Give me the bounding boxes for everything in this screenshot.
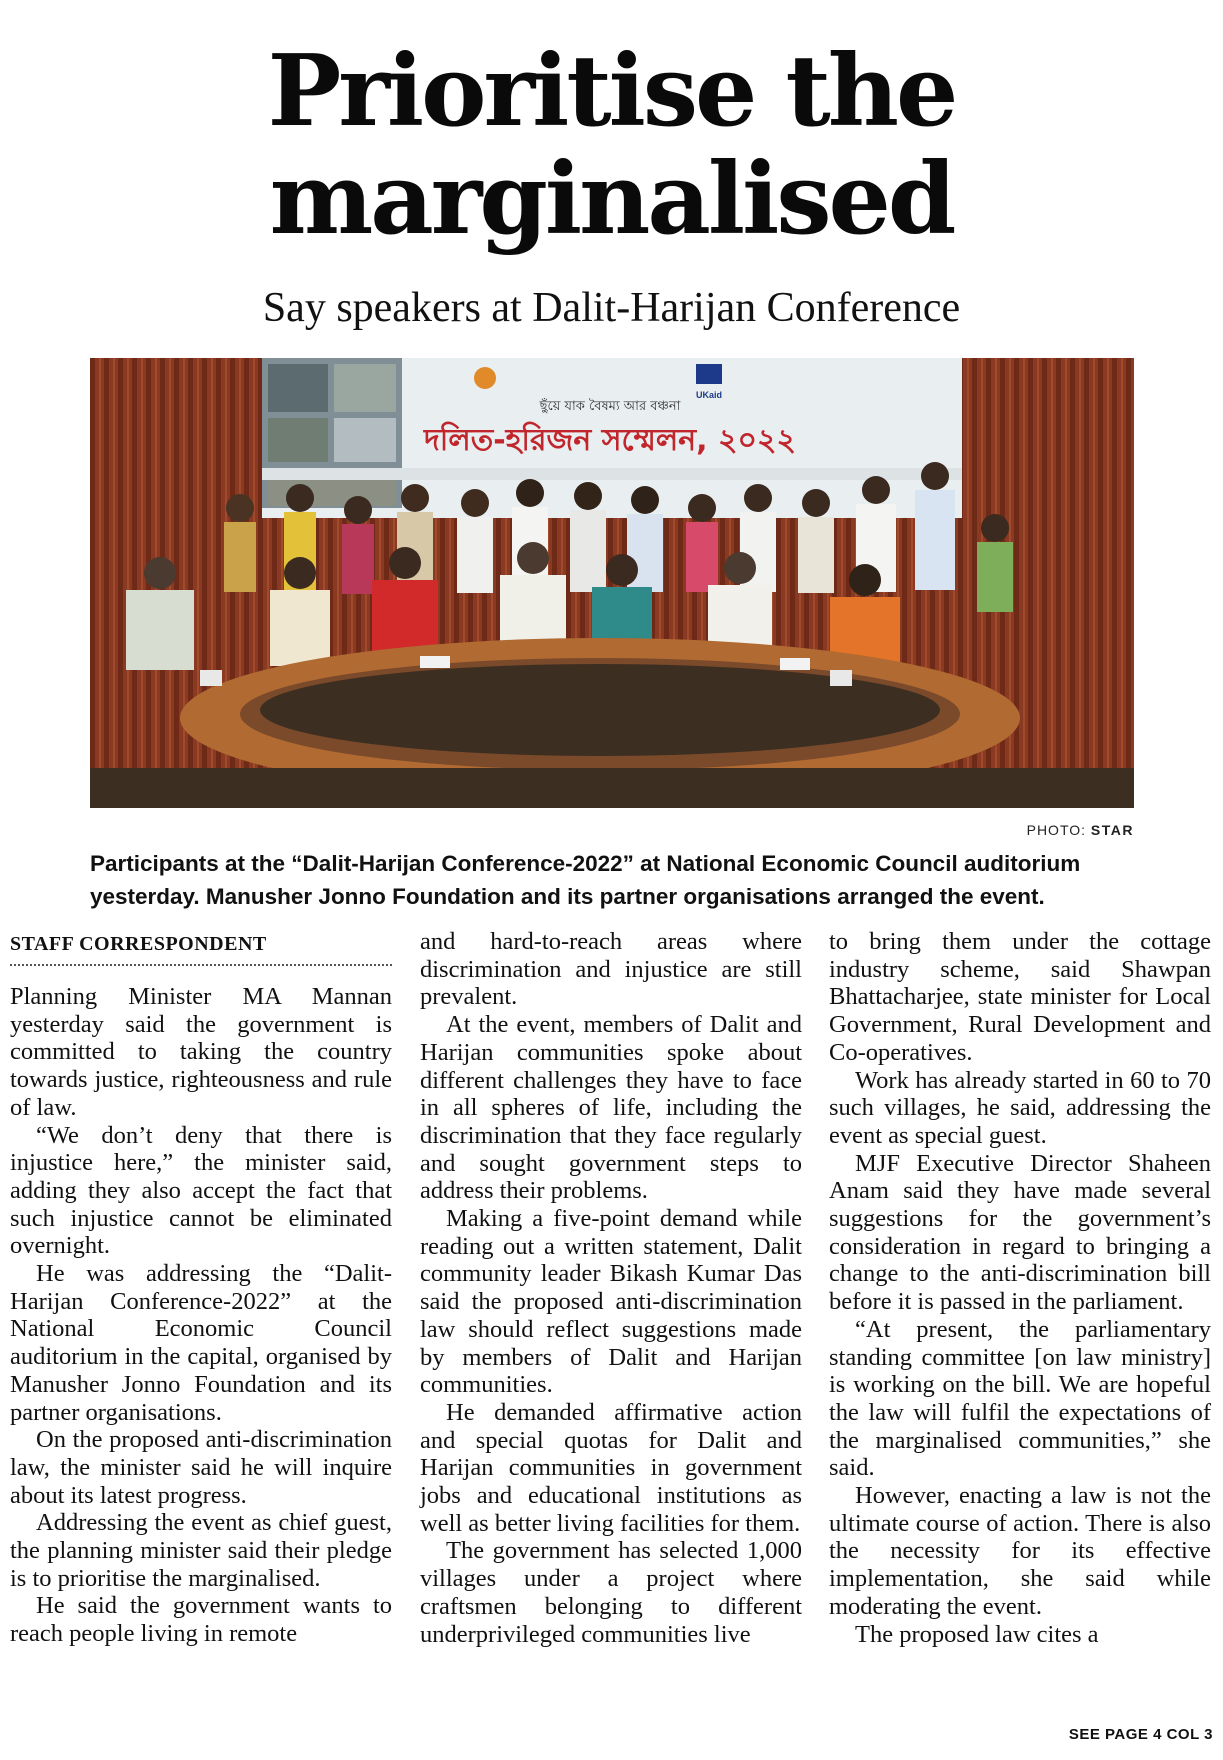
paragraph: He was addressing the “Dalit-Harijan Conference-2022” at the National Economic Council auditorium in the capital, organised by Manusher Jonno Foundation and its partner organisations.	[10, 1260, 392, 1426]
news-photo	[90, 358, 1134, 808]
ukaid-logo	[696, 364, 722, 384]
paragraph: to bring them under the cottage industry scheme, said Shawpan Bhattacharjee, state minister for Local Government, Rural Development and Co-operatives.	[829, 928, 1211, 1066]
paragraph: At the event, members of Dalit and Harijan communities spoke about different challenges they have to face in all spheres of life, including the discrimination that they face regularly and sought government steps to address their problems.	[420, 1011, 802, 1205]
photo-caption: Participants at the “Dalit-Harijan Conference-2022” at National Economic Council auditorium yesterday. Manusher Jonno Foundation and its partner organisations arranged the event.	[90, 851, 1081, 909]
subheadline: Say speakers at Dalit-Harijan Conference	[262, 285, 961, 331]
body-column-1	[10, 983, 392, 1648]
paragraph: and hard-to-reach areas where discrimination and injustice are still prevalent.	[420, 928, 802, 1011]
paragraph: Addressing the event as chief guest, the planning minister said their pledge is to prioritise the marginalised.	[10, 1509, 392, 1592]
paragraph: On the proposed anti-discrimination law, the minister said he will inquire about its latest progress.	[10, 1426, 392, 1509]
paragraph: Planning Minister MA Mannan yesterday said the government is committed to taking the country towards justice, righteousness and rule of law.	[10, 983, 392, 1121]
body-column-2	[420, 928, 802, 1648]
paragraph: Making a five-point demand while reading out a written statement, Dalit community leader Bikash Kumar Das said the proposed anti-discrimination law should reflect suggestions made by members of Dalit and Harijan communities.	[420, 1205, 802, 1399]
photo-credit-label: PHOTO:	[1026, 822, 1087, 838]
headline: Prioritise the marginalised	[267, 34, 956, 257]
paragraph: The proposed law cites a	[855, 1620, 1099, 1648]
ukaid-text: UKaid	[695, 390, 723, 400]
paragraph: However, enacting a law is not the ultimate course of action. There is also the necessity for its effective implementation, she said while moderating the event.	[829, 1482, 1211, 1620]
paragraph: He said the government wants to reach people living in remote	[10, 1592, 392, 1648]
banner-title: দলিত-হরিজন সম্মেলন, ২০২২	[424, 423, 796, 458]
paragraph: “At present, the parliamentary standing committee [on law ministry] is working on the bill. We are hopeful the law will fulfil the expectations of the marginalised communities,” she said.	[829, 1315, 1211, 1482]
photo-credit	[900, 822, 1134, 838]
continuation-jump[interactable]: SEE PAGE 4 COL 3	[1068, 1726, 1213, 1743]
byline: STAFF CORRESPONDENT	[10, 933, 392, 966]
photo-credit-source: STAR	[1090, 822, 1134, 838]
body-column-3	[829, 928, 1211, 1648]
banner-tagline: ছুঁয়ে যাক বৈষম্য আর বঞ্চনা	[539, 399, 681, 414]
logo-left	[474, 367, 496, 389]
paragraph: MJF Executive Director Shaheen Anam said they have made several suggestions for the government’s consideration in regard to bringing a change to the anti-discrimination bill before it is passed in the parliament.	[829, 1149, 1211, 1316]
paragraph: Work has already started in 60 to 70 such villages, he said, addressing the event as special guest.	[829, 1066, 1211, 1149]
paragraph: The government has selected 1,000 villages under a project where craftsmen belonging to different underprivileged communities live	[420, 1537, 802, 1648]
paragraph: “We don’t deny that there is injustice here,” the minister said, adding they also accept the fact that such injustice cannot be eliminated overnight.	[10, 1121, 392, 1260]
paragraph: He demanded affirmative action and special quotas for Dalit and Harijan communities in government jobs and educational institutions as well as better living facilities for them.	[420, 1398, 802, 1537]
